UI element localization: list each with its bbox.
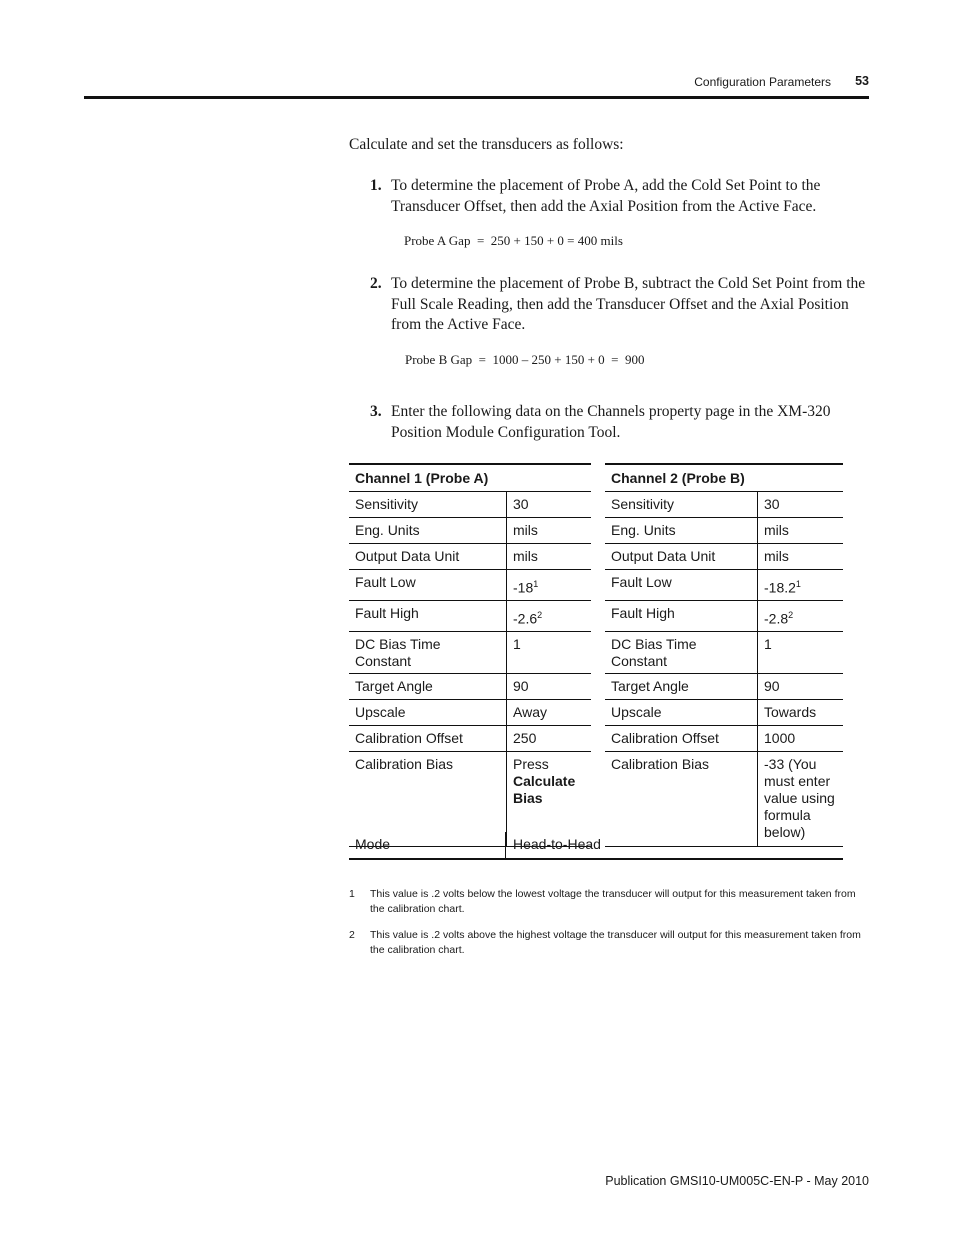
value-text: -2.8 (764, 610, 789, 627)
row-value (758, 601, 844, 632)
table-row (349, 700, 591, 726)
table-row (605, 601, 843, 632)
row-value: 90 (507, 674, 592, 700)
row-value: 1000 (758, 726, 844, 752)
page-header (84, 72, 869, 102)
row-label: Eng. Units (349, 518, 507, 544)
table-row (605, 632, 843, 674)
value-text: -2.6 (513, 610, 538, 627)
footnote-text: This value is .2 volts above the highest voltage the transducer will output for this measurement taken from the calibration chart. (370, 929, 861, 956)
row-label: Fault High (349, 601, 507, 632)
row-value: Head-to-Head (513, 836, 601, 852)
table-row (349, 518, 591, 544)
row-label: Upscale (349, 700, 507, 726)
row-value: mils (507, 544, 592, 570)
row-label: Fault Low (349, 570, 507, 601)
table-row (349, 570, 591, 601)
publication-footer: Publication GMSI10-UM005C-EN-P - May 2010 (605, 1174, 869, 1188)
table-row (605, 700, 843, 726)
value-text: -18.2 (764, 579, 796, 596)
intro-text: Calculate and set the transducers as follows: (349, 136, 624, 153)
row-value (507, 601, 592, 632)
row-label: Calibration Bias (349, 752, 507, 847)
footnote-text: This value is .2 volts below the lowest voltage the transducer will output for this measurement taken from the calibration chart. (370, 888, 856, 915)
value-text: -18 (513, 579, 534, 596)
footnote-ref: 2 (537, 610, 543, 620)
table-row (605, 570, 843, 601)
row-label: Calibration Bias (605, 752, 758, 847)
row-label: Mode (349, 832, 506, 858)
row-value: 1 (758, 632, 844, 674)
row-label: Upscale (605, 700, 758, 726)
row-value (758, 570, 844, 601)
row-label: Sensitivity (605, 492, 758, 518)
channel-1-table (349, 463, 591, 847)
table-row (349, 632, 591, 674)
row-value: 90 (758, 674, 844, 700)
table-row (349, 544, 591, 570)
row-label: Target Angle (349, 674, 507, 700)
row-label: Eng. Units (605, 518, 758, 544)
value-text: -33 (You must enter value using formula below) (764, 756, 835, 840)
row-label: Calibration Offset (605, 726, 758, 752)
row-label: Fault Low (605, 570, 758, 601)
table-header: Channel 2 (Probe B) (605, 464, 843, 492)
probe-b-formula: Probe B Gap = 1000 – 250 + 150 + 0 = 900 (405, 352, 645, 367)
table-row (349, 726, 591, 752)
footnote-ref: 1 (795, 579, 801, 589)
header-rule (84, 96, 869, 99)
table-row (605, 492, 843, 518)
channel-2-table (605, 463, 843, 847)
row-label: Calibration Offset (349, 726, 507, 752)
row-value: Away (507, 700, 592, 726)
page-number: 53 (855, 74, 869, 88)
footnote-ref: 1 (533, 579, 539, 589)
row-label: DC Bias Time Constant (605, 632, 758, 674)
row-value: 30 (507, 492, 592, 518)
row-value: 30 (758, 492, 844, 518)
section-title: Configuration Parameters (694, 75, 831, 89)
value-text: Press (513, 756, 549, 772)
row-label: Output Data Unit (605, 544, 758, 570)
row-label: Fault High (605, 601, 758, 632)
step-number: 1. (370, 177, 382, 194)
table-row (349, 674, 591, 700)
step-number: 2. (370, 275, 382, 292)
row-value: 1 (507, 632, 592, 674)
row-label: Sensitivity (349, 492, 507, 518)
row-value: mils (758, 518, 844, 544)
probe-a-formula: Probe A Gap = 250 + 150 + 0 = 400 mils (404, 233, 623, 248)
footnote-number: 2 (349, 929, 355, 941)
footnote-number: 1 (349, 888, 355, 900)
row-label: Output Data Unit (349, 544, 507, 570)
row-value: 250 (507, 726, 592, 752)
step-text: Enter the following data on the Channels property page in the XM-320 Position Module Configuration Tool. (391, 403, 831, 441)
mode-row (349, 832, 843, 860)
footnote-ref: 2 (788, 610, 794, 620)
row-label: DC Bias Time Constant (349, 632, 507, 674)
table-row (349, 601, 591, 632)
table-row (605, 518, 843, 544)
table-row (349, 492, 591, 518)
step-number: 3. (370, 403, 382, 420)
step-text: To determine the placement of Probe B, subtract the Cold Set Point from the Full Scale Reading, then add the Transducer Offset and the Axial Position from the Active Face. (391, 275, 866, 333)
table-header: Channel 1 (Probe A) (349, 464, 591, 492)
row-value: mils (758, 544, 844, 570)
step-text: To determine the placement of Probe A, add the Cold Set Point to the Transducer Offset, then add the Axial Position from the Active Face. (391, 177, 821, 215)
row-value: mils (507, 518, 592, 544)
row-value (507, 570, 592, 601)
table-row (605, 726, 843, 752)
table-row (605, 674, 843, 700)
value-bold-text: Calculate Bias (513, 773, 576, 806)
row-label: Target Angle (605, 674, 758, 700)
table-row (605, 544, 843, 570)
row-value: Towards (758, 700, 844, 726)
